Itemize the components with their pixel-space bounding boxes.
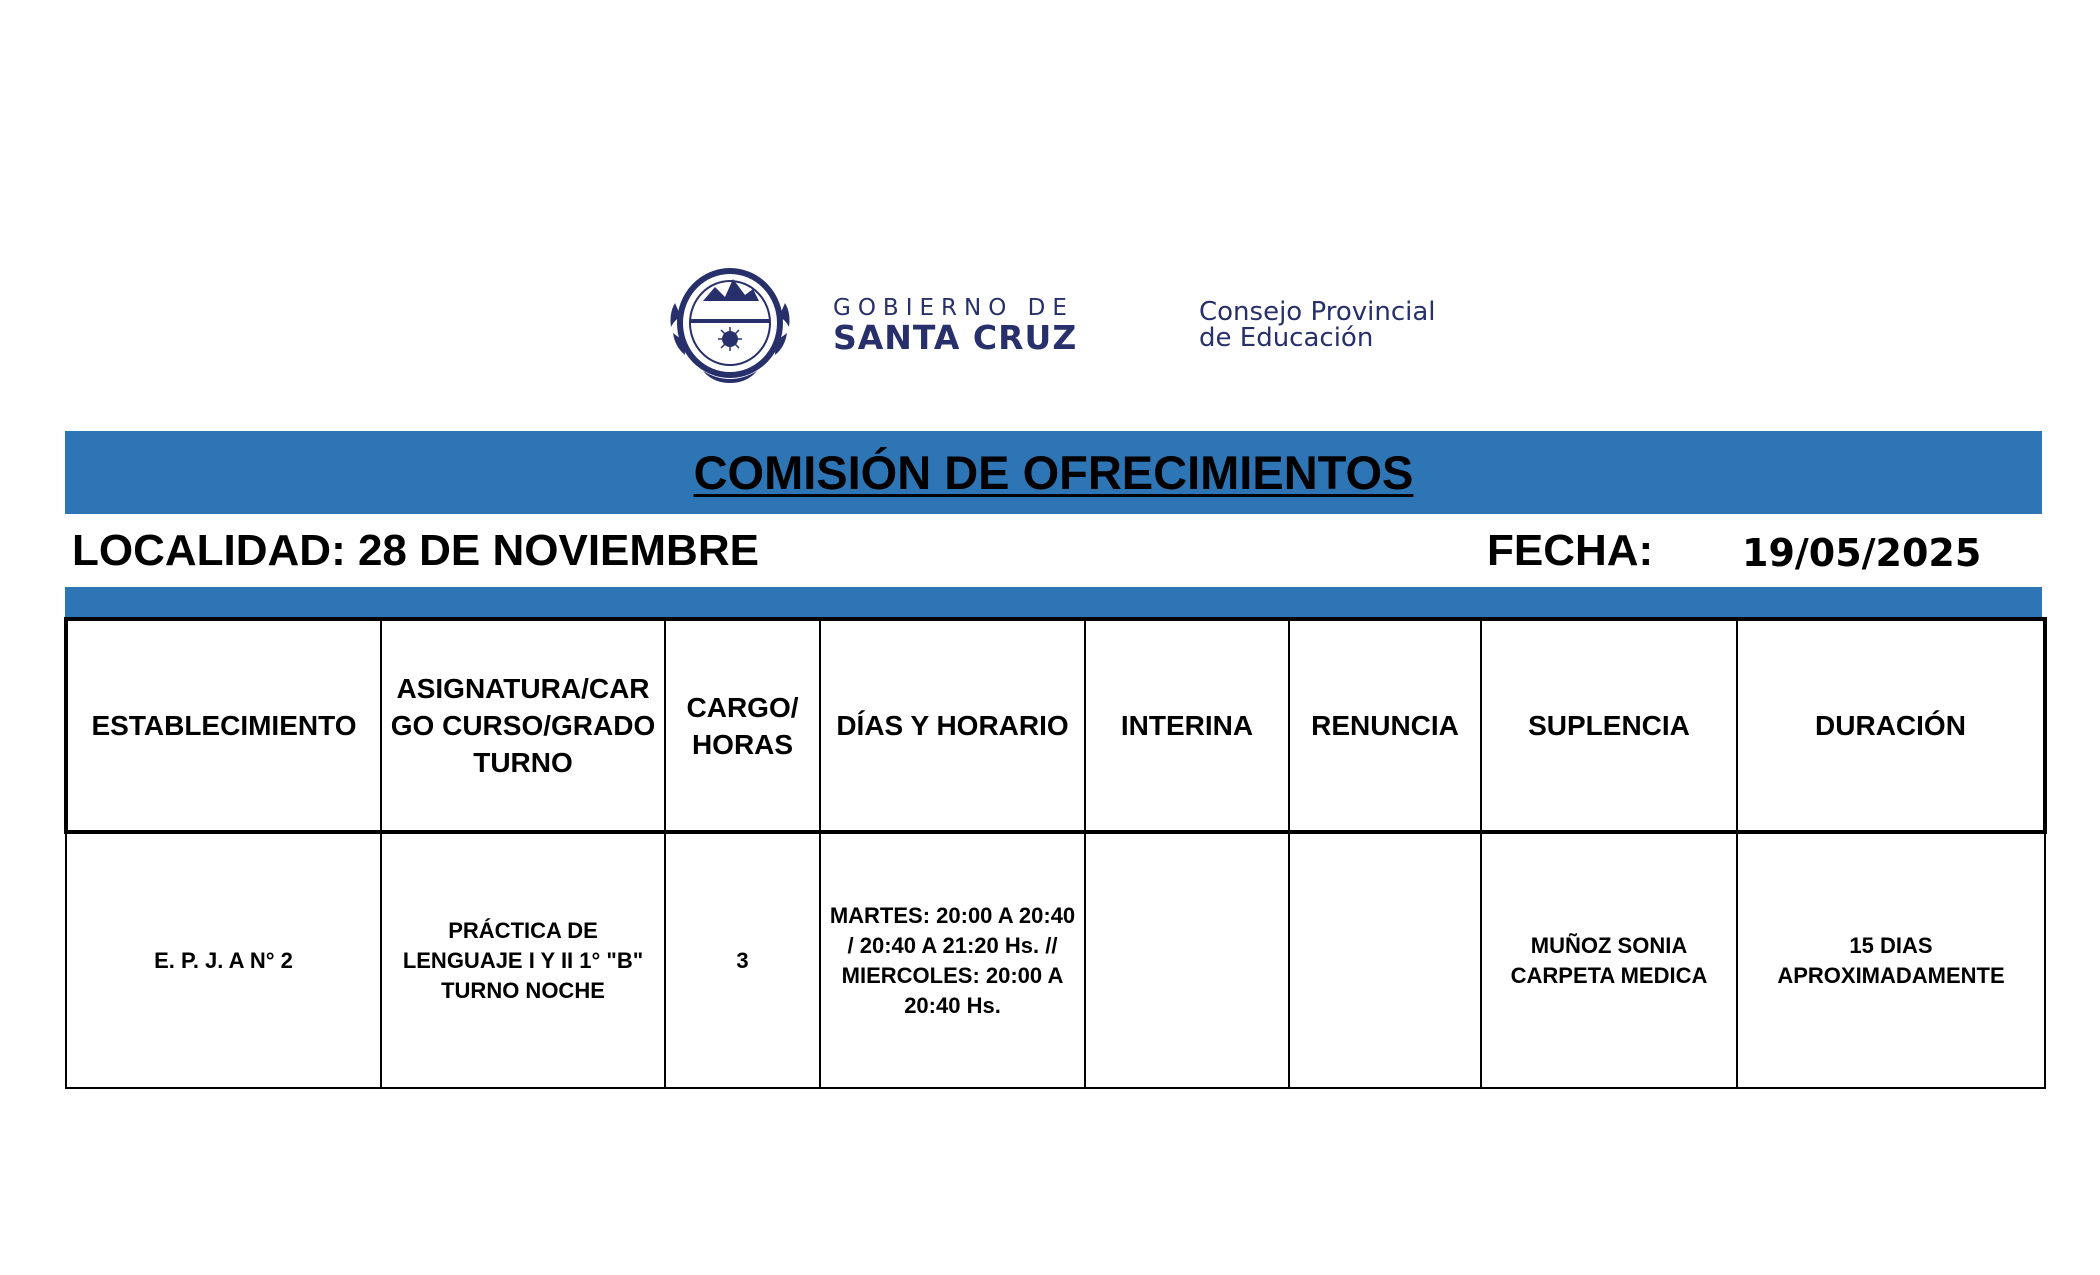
government-line1: GOBIERNO DE xyxy=(833,295,1074,321)
offers-table xyxy=(64,617,2047,1089)
government-line2: SANTA CRUZ xyxy=(833,318,1078,357)
council-logo-text xyxy=(1199,299,1436,351)
column-header: CARGO/ HORAS xyxy=(665,619,820,832)
government-logo-text xyxy=(833,295,1077,355)
santa-cruz-seal-icon xyxy=(663,263,797,387)
column-header: INTERINA xyxy=(1085,619,1289,832)
council-line1: Consejo Provincial xyxy=(1199,297,1436,327)
column-header: DURACIÓN xyxy=(1737,619,2045,832)
table-row xyxy=(66,832,2045,1088)
header-logos xyxy=(0,255,2100,395)
column-header: ESTABLECIMIENTO xyxy=(66,619,381,832)
cell-establecimiento: E. P. J. A N° 2 xyxy=(66,832,381,1088)
cell-suplencia: MUÑOZ SONIA CARPETA MEDICA xyxy=(1481,832,1737,1088)
column-header: SUPLENCIA xyxy=(1481,619,1737,832)
separator-band xyxy=(65,587,2042,617)
cell-renuncia xyxy=(1289,832,1481,1088)
column-header: ASIGNATURA/CAR GO CURSO/GRADO TURNO xyxy=(381,619,665,832)
column-header: DÍAS Y HORARIO xyxy=(820,619,1085,832)
table-header-row xyxy=(66,619,2045,832)
localidad-label: LOCALIDAD: 28 DE NOVIEMBRE xyxy=(72,526,759,575)
cell-asignatura: PRÁCTICA DE LENGUAJE I Y II 1° "B" TURNO NOCHE xyxy=(381,832,665,1088)
fecha-label: FECHA: xyxy=(1487,526,1654,575)
cell-duracion: 15 DIAS APROXIMADAMENTE xyxy=(1737,832,2045,1088)
council-line2: de Educación xyxy=(1199,323,1374,353)
column-header: RENUNCIA xyxy=(1289,619,1481,832)
cell-cargo-horas: 3 xyxy=(665,832,820,1088)
page-title: COMISIÓN DE OFRECIMIENTOS xyxy=(693,446,1414,499)
cell-dias-horario: MARTES: 20:00 A 20:40 / 20:40 A 21:20 Hs. // MIERCOLES: 20:00 A 20:40 Hs. xyxy=(820,832,1085,1088)
cell-interina xyxy=(1085,832,1289,1088)
fecha-value: 19/05/2025 xyxy=(1742,531,1982,575)
title-band xyxy=(65,431,2042,514)
